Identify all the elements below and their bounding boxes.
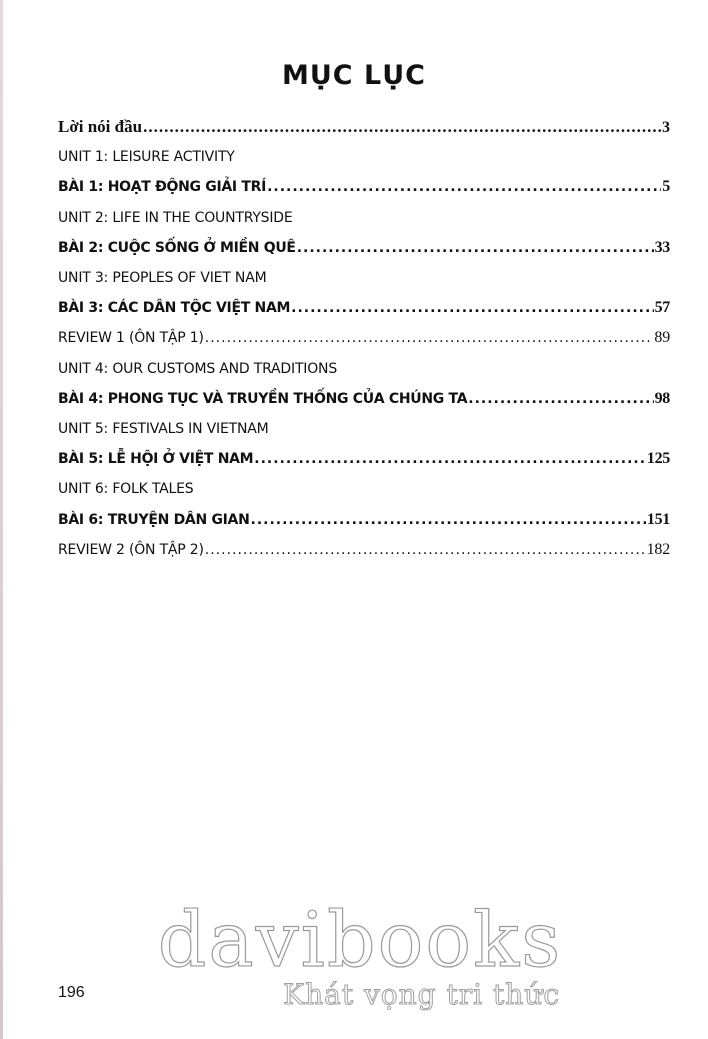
toc-entry-page: 151	[646, 510, 670, 528]
toc-row	[58, 263, 670, 293]
toc-row	[58, 172, 670, 202]
toc-row	[58, 414, 670, 444]
toc-leader-dots	[205, 330, 654, 346]
page-title: MỤC LỤC	[282, 60, 426, 91]
watermark-slogan: Khát vọng tri thức	[283, 978, 560, 1011]
toc-leader-dots	[291, 300, 653, 316]
toc-entry-label: BÀI 1: HOẠT ĐỘNG GIẢI TRÍ	[58, 179, 267, 196]
toc-entry-label: BÀI 6: TRUYỆN DÂN GIAN	[58, 511, 250, 528]
toc-entry-label: UNIT 6: FOLK TALES	[58, 481, 194, 498]
page-number: 196	[58, 984, 85, 1001]
toc-entry	[58, 390, 670, 408]
watermark-brand: davibooks	[157, 895, 563, 984]
toc-entry-page: 89	[654, 329, 670, 347]
watermark	[150, 895, 570, 1011]
toc-entry-page: 5	[662, 178, 670, 196]
toc-entry	[58, 541, 670, 559]
toc-entry	[58, 481, 670, 497]
toc-row	[58, 535, 670, 565]
toc-entry-page: 3	[662, 119, 670, 137]
toc-entry	[58, 421, 670, 437]
toc-entry-label: BÀI 2: CUỘC SỐNG Ở MIỀN QUÊ	[58, 239, 296, 256]
toc-entry-label: BÀI 3: CÁC DÂN TỘC VIỆT NAM	[58, 300, 291, 317]
toc-entry-label: BÀI 4: PHONG TỤC VÀ TRUYỀN THỐNG CỦA CHÚNG TA	[58, 390, 468, 407]
toc-leader-dots	[297, 240, 654, 256]
toc-entry-label: BÀI 5: LỄ HỘI Ở VIỆT NAM	[58, 451, 254, 468]
toc-entry	[58, 361, 670, 377]
toc-entry	[58, 239, 670, 257]
toc-row	[58, 444, 670, 474]
toc-row	[58, 293, 670, 323]
toc-leader-dots	[205, 542, 646, 558]
toc-entry	[58, 178, 670, 196]
toc-row	[58, 384, 670, 414]
toc-entry-label: Lời nói đầu	[58, 117, 143, 137]
toc-entry-label: UNIT 3: PEOPLES OF VIET NAM	[58, 270, 267, 287]
toc-leader-dots	[251, 512, 646, 528]
toc-entry-page: 33	[654, 238, 670, 256]
toc-entry-label: REVIEW 1 (ÔN TẬP 1)	[58, 330, 204, 347]
toc-entry-page: 98	[654, 389, 670, 407]
toc-row	[58, 233, 670, 263]
toc-entry-page: 125	[646, 450, 670, 468]
toc-entry-label: UNIT 2: LIFE IN THE COUNTRYSIDE	[58, 209, 293, 226]
toc-leader-dots	[267, 179, 661, 195]
toc-entry-label: UNIT 1: LEISURE ACTIVITY	[58, 149, 235, 166]
toc-entry	[58, 299, 670, 317]
toc-row	[58, 354, 670, 384]
toc-entry-label: UNIT 4: OUR CUSTOMS AND TRADITIONS	[58, 360, 338, 377]
toc-entry-page: 182	[646, 540, 670, 558]
toc-entry-page: 57	[654, 299, 670, 317]
toc-entry	[58, 270, 670, 286]
toc-entry	[58, 117, 670, 137]
toc-row	[58, 474, 670, 504]
toc-entry	[58, 511, 670, 529]
toc-row	[58, 323, 670, 353]
toc-entry	[58, 210, 670, 226]
toc-entry-label: UNIT 5: FESTIVALS IN VIETNAM	[58, 420, 269, 437]
toc-row	[58, 142, 670, 172]
toc-leader-dots	[254, 451, 646, 467]
toc-entry	[58, 149, 670, 165]
toc-entry	[58, 329, 670, 347]
toc-leader-dots	[143, 117, 661, 137]
toc-row	[58, 112, 670, 142]
page-edge	[0, 0, 3, 1039]
table-of-contents	[58, 112, 670, 565]
toc-entry-label: REVIEW 2 (ÔN TẬP 2)	[58, 541, 204, 558]
toc-entry	[58, 450, 670, 468]
toc-leader-dots	[468, 391, 653, 407]
toc-row	[58, 203, 670, 233]
toc-row	[58, 504, 670, 534]
